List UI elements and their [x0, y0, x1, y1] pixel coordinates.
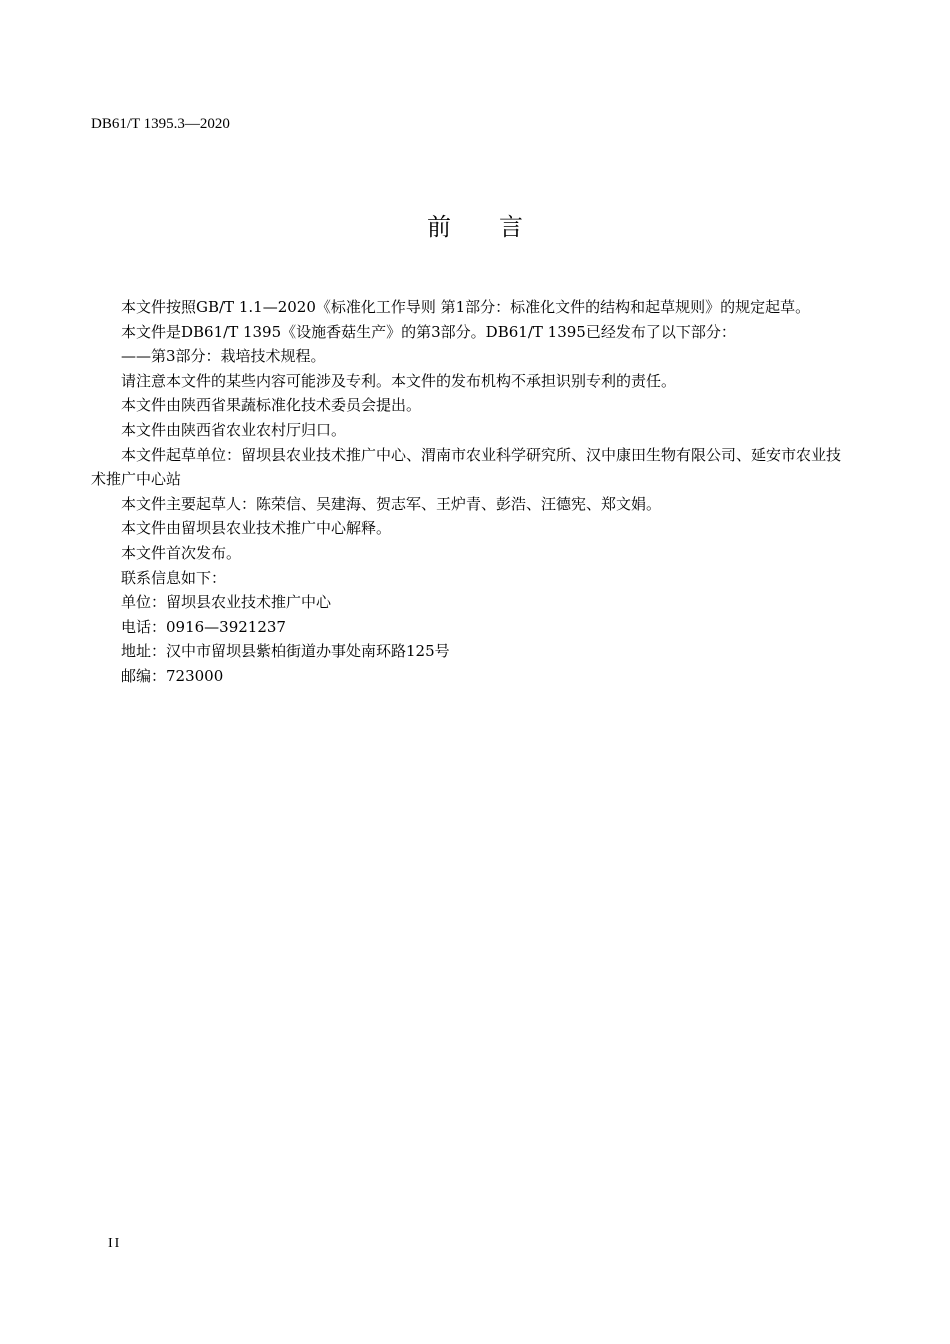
paragraph-drafting-rules: 本文件按照GB/T 1.1—2020《标准化工作导则 第1部分：标准化文件的结构和起草规则》的规定起草。: [121, 298, 811, 316]
paragraph-contact-phone: 电话：0916—3921237: [121, 617, 286, 636]
page-number: II: [108, 1236, 122, 1251]
paragraph-centralized-by: 本文件由陕西省农业农村厅归口。: [121, 420, 347, 439]
paragraph-patent-notice: 请注意本文件的某些内容可能涉及专利。本文件的发布机构不承担识别专利的责任。: [121, 371, 677, 390]
paragraph-contact-unit: 单位：留坝县农业技术推广中心: [121, 593, 332, 612]
paragraph-contact-address: 地址：汉中市留坝县紫柏街道办事处南环路125号: [121, 642, 450, 661]
paragraph-interpreted-by: 本文件由留坝县农业技术推广中心解释。: [121, 519, 392, 538]
foreword-body: [91, 295, 841, 689]
paragraph-contact-heading: 联系信息如下：: [121, 568, 227, 587]
paragraph-proposed-by: 本文件由陕西省果蔬标准化技术委员会提出。: [121, 396, 422, 415]
paragraph-first-release: 本文件首次发布。: [121, 543, 242, 562]
paragraph-drafters: 本文件主要起草人：陈荣信、吴建海、贺志军、王炉青、彭浩、汪德宪、郑文娟。: [121, 494, 662, 513]
document-code: DB61/T 1395.3—2020: [91, 116, 230, 132]
paragraph-contact-postcode: 邮编：723000: [121, 666, 224, 685]
paragraph-part-list: ——第3部分：栽培技术规程。: [121, 347, 326, 366]
page-title: 前言: [427, 213, 571, 241]
paragraph-series-info: 本文件是DB61/T 1395《设施香菇生产》的第3部分。DB61/T 1395已经发布了以下部分：: [121, 322, 736, 341]
paragraph-drafting-units: 本文件起草单位：留坝县农业技术推广中心、渭南市农业科学研究所、汉中康田生物有限公司、延安市农业技术推广中心站: [91, 445, 842, 489]
